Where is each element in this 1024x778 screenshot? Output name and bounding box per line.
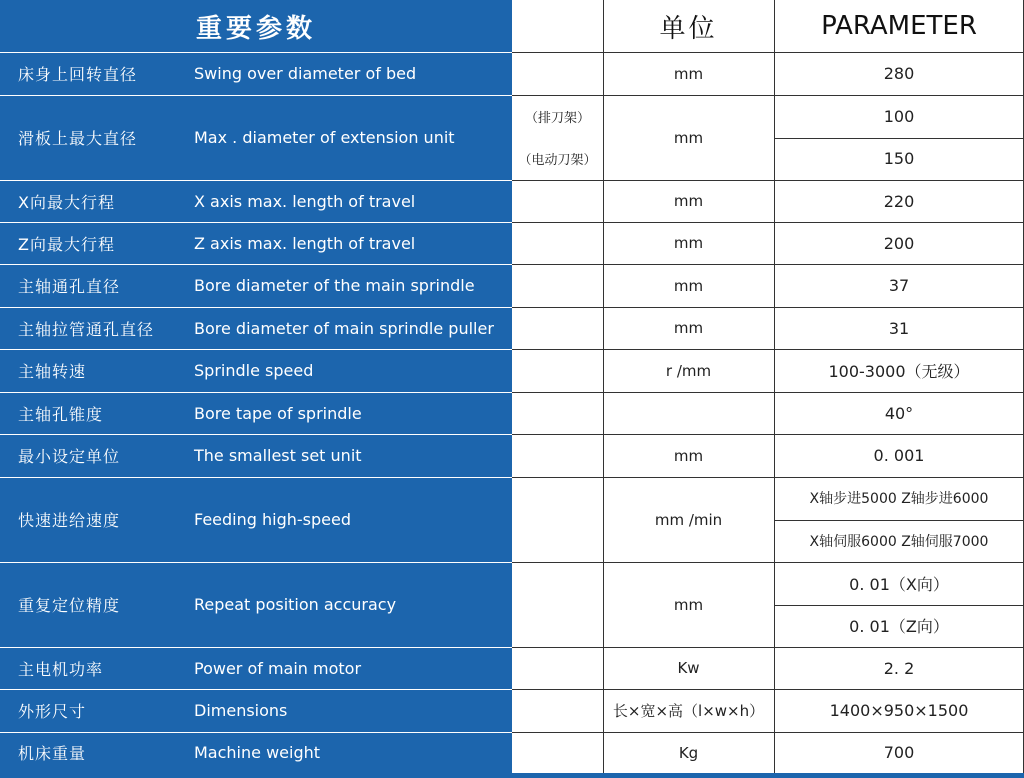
row-divider [0,477,512,478]
row-unit: mm [673,319,704,337]
row-label-en: Swing over diameter of bed [194,64,417,83]
row-divider [512,647,1024,648]
row-divider [512,732,1024,733]
row-value: 0. 01（X向） [849,574,949,594]
row-label-cn: 重复定位精度 [18,596,121,615]
row-divider [0,647,512,648]
row-unit: mm [673,595,704,614]
row-value: 40° [884,403,914,423]
row-sub-label: （排刀架） [524,110,590,126]
row-label-cn: 外形尺寸 [18,702,87,721]
row-divider [0,264,512,265]
row-divider [512,307,1024,308]
row-label-en: Z axis max. length of travel [194,233,416,253]
row-divider [512,434,1024,435]
row-value: 37 [888,276,910,295]
row-unit [603,392,774,434]
row-label-cn: 滑板上最大直径 [18,129,138,148]
row-value: 2. 2 [883,658,915,678]
row-unit: Kg [678,743,699,762]
row-divider [512,264,1024,265]
row-divider [512,180,1024,181]
row-divider [0,349,512,350]
row-value: 31 [888,318,910,338]
row-value: 700 [883,743,915,762]
row-label-en: Dimensions [194,701,288,720]
header-unit: 单位 [659,13,718,44]
header-parameter: PARAMETER [821,11,977,41]
row-unit: mm [673,128,704,147]
row-divider [0,562,512,563]
row-label-en: Power of main motor [194,658,362,678]
row-value: 100 [883,106,915,126]
row-label-en: The smallest set unit [194,446,362,465]
row-label-en: Feeding high-speed [194,510,351,529]
row-unit: mm [673,192,704,210]
row-value: 150 [883,149,915,169]
row-label-en: Machine weight [194,743,321,762]
row-unit: Kw [677,659,700,677]
row-divider [512,477,1024,478]
row-sub-label: （电动刀架） [518,153,597,169]
value-divider [774,520,1024,521]
row-label-cn: 主轴拉管通孔直径 [18,319,155,339]
row-label-en: Bore diameter of the main sprindle [194,276,475,295]
row-label-en: Bore diameter of main sprindle puller [194,318,494,338]
row-divider [0,434,512,435]
row-unit: mm [673,446,704,465]
row-unit: mm [673,64,704,83]
row-value: 1400×950×1500 [829,701,969,720]
row-value: 0. 001 [873,446,925,465]
row-divider [0,689,512,690]
row-unit: 长×宽×高（l×w×h） [612,702,765,720]
column-divider [603,0,604,773]
bottom-bar [0,773,1024,778]
row-label-en: Max . diameter of extension unit [194,128,455,147]
row-divider [512,562,1024,563]
value-divider [774,605,1024,606]
row-label-en: Sprindle speed [194,361,314,380]
row-label-cn: X向最大行程 [18,192,115,212]
row-label-cn: 主电机功率 [18,659,104,679]
row-label-cn: 机床重量 [18,744,87,763]
row-label-en: X axis max. length of travel [194,191,416,211]
row-label-cn: 主轴孔锥度 [18,404,104,424]
row-unit: mm [673,276,704,295]
row-label-cn: Z向最大行程 [18,234,115,254]
row-label-cn: 快速进给速度 [18,511,121,530]
row-label-en: Bore tape of sprindle [194,403,362,423]
row-label-cn: 主轴通孔直径 [18,277,121,296]
value-divider [774,138,1024,139]
row-unit: mm [673,234,704,252]
row-divider [512,222,1024,223]
row-value: 200 [883,233,915,253]
row-divider [0,180,512,181]
row-value: X轴伺服6000 Z轴伺服7000 [809,533,989,550]
row-unit: r /mm [665,361,712,380]
row-divider [0,95,512,96]
row-divider [512,95,1024,96]
row-divider [512,392,1024,393]
header-title: 重要参数 [195,13,316,44]
row-value: 220 [883,191,915,211]
row-value: X轴步进5000 Z轴步进6000 [809,491,989,508]
row-divider [0,392,512,393]
row-label-cn: 床身上回转直径 [18,65,138,84]
row-divider [512,349,1024,350]
row-divider [0,732,512,733]
row-unit: mm /min [654,510,723,529]
row-divider [0,222,512,223]
header-divider [0,52,512,53]
column-divider [774,0,775,773]
row-divider [512,689,1024,690]
row-label-cn: 主轴转速 [18,362,87,381]
row-value: 100-3000（无级） [828,362,970,381]
row-label-en: Repeat position accuracy [194,595,397,614]
row-value: 0. 01（Z向） [849,617,949,637]
row-value: 280 [883,64,915,83]
row-label-cn: 最小设定单位 [18,447,121,466]
row-divider [0,307,512,308]
header-divider [512,52,1024,53]
